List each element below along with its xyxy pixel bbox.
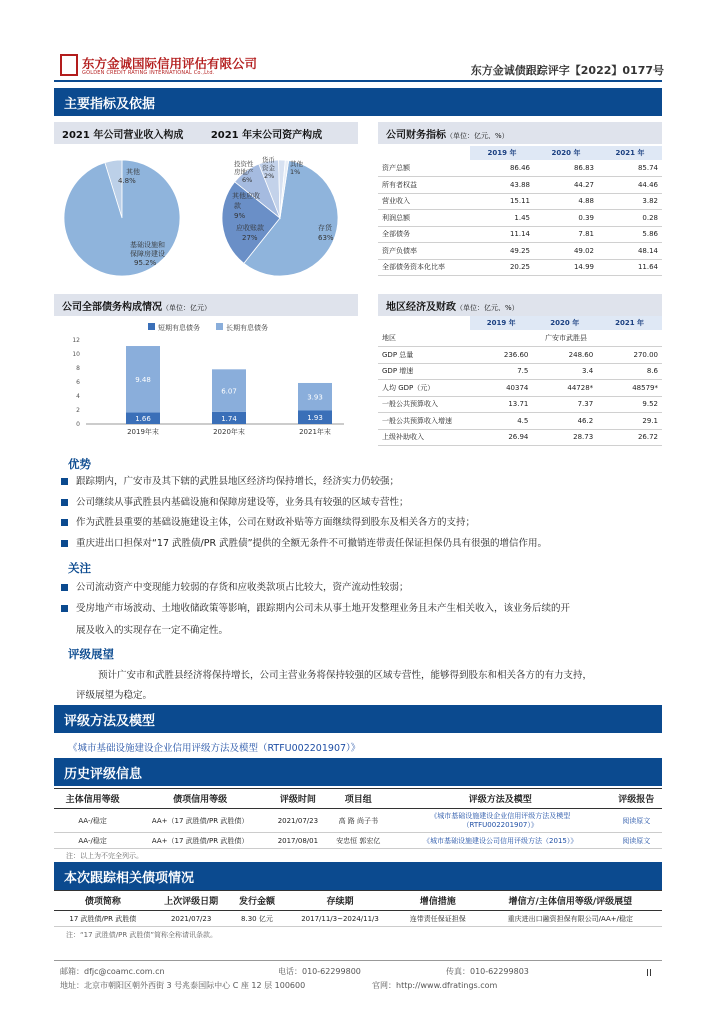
company-logo-icon [60, 54, 78, 76]
table-cell: 40374 [470, 380, 532, 397]
table-row [378, 243, 662, 260]
history-note: 注：以上为不完全列示。 [66, 852, 143, 860]
region-table: 2019 年 2020 年 2021 年 地区 广安市武胜县 GDP 总量 236.60 248.60 270.00 GDP 增速 7.5 3.4 8.6 人均 GDP（元） 40374 44728* 48579* 一般公共预算收入 13.71 7.37 9.52 一般公共预算收入增速 4.5 46.2 29.1 上级补助收入 26.94 28.73 26.72 [378, 316, 662, 446]
legend-long: 长期有息债务 [226, 324, 268, 332]
table-cell: GDP 总量 [378, 347, 470, 364]
concern-item-cont: 展及收入的实现存在一定不确定性。 [76, 625, 229, 636]
table-cell: 一般公共预算收入 [378, 396, 470, 413]
page-number: II [646, 968, 652, 979]
y-tick-label: 10 [72, 351, 80, 358]
read-original-link[interactable]: 阅读原文 [610, 833, 662, 849]
table-cell: 15.11 [470, 193, 534, 210]
table-row [378, 380, 662, 397]
table-cell: 13.71 [470, 396, 532, 413]
pie1-other-label: 其他 [126, 168, 140, 176]
pie1-other-pct: 4.8% [118, 177, 136, 185]
table-cell: 20.25 [470, 259, 534, 276]
table-cell: 所有者权益 [378, 177, 470, 194]
revenue-pie-chart [60, 148, 200, 288]
table-cell: 270.00 [597, 347, 662, 364]
table-cell: 1.45 [470, 210, 534, 227]
table-cell: 11.14 [470, 226, 534, 243]
y-tick-label: 8 [76, 365, 80, 372]
concerns-heading: 关注 [68, 561, 91, 575]
x-category-label: 2019年末 [127, 428, 159, 436]
advantage-item: 公司继续从事武胜县内基础设施和保障房建设等，业务具有较强的区域专营性； [76, 497, 409, 508]
table-cell: 44.27 [534, 177, 598, 194]
footer-address: 地址：北京市朝阳区朝外西街 3 号兆泰国际中心 C 座 12 层 100600 [60, 981, 306, 990]
table-cell: 4.5 [470, 413, 532, 430]
table-cell: 4.88 [534, 193, 598, 210]
pie1-main-label-1: 基础设施和 [130, 241, 165, 249]
table-cell: 7.81 [534, 226, 598, 243]
fin-unit: （单位：亿元、%） [446, 132, 509, 140]
table-row [378, 193, 662, 210]
bar-value-label: 9.48 [135, 376, 151, 385]
pie2-label-stock: 存货 63% [318, 224, 334, 242]
advantages-heading: 优势 [68, 457, 91, 471]
pie1-title: 2021 年公司营业收入构成 [62, 130, 184, 141]
x-category-label: 2020年末 [213, 428, 245, 436]
table-cell: 7.5 [470, 363, 532, 380]
table-row [378, 160, 662, 177]
table-cell: 44.46 [598, 177, 662, 194]
table-cell: 人均 GDP（元） [378, 380, 470, 397]
tracking-row: 17 武胜债/PR 武胜债 2021/07/23 8.30 亿元 2017/11/3~2024/11/3 连带责任保证担保 重庆进出口融资担保有限公司/AA+/稳定 [54, 911, 662, 927]
footer-email: 邮箱：dfjc@coamc.com.cn [60, 967, 165, 976]
y-tick-label: 6 [76, 379, 80, 386]
table-cell: 86.83 [534, 160, 598, 177]
pie-titles-bar [54, 122, 358, 144]
table-row [378, 259, 662, 276]
y-tick-label: 0 [76, 421, 80, 428]
table-row [378, 347, 662, 364]
y-tick-label: 12 [72, 337, 80, 344]
tracking-note: 注：“17 武胜债/PR 武胜债”简称全称请讯条款。 [66, 931, 218, 939]
table-cell: 49.02 [534, 243, 598, 260]
method-link-cell[interactable]: 《城市基础设施建设企业信用评级方法及模型 （RTFU002201907）》 [390, 809, 611, 833]
table-cell: 7.37 [532, 396, 597, 413]
table-cell: 26.72 [597, 429, 662, 446]
table-cell: 8.6 [597, 363, 662, 380]
method-link[interactable]: 《城市基础设施建设企业信用评级方法及模型（RTFU002201907）》 [68, 743, 361, 754]
table-cell: 全部债务资本化比率 [378, 259, 470, 276]
history-row: AA-/稳定 AA+（17 武胜债/PR 武胜债） 2021/07/23 高 路 尚子书 《城市基础设施建设企业信用评级方法及模型 （RTFU002201907）》 阅读原文 [54, 809, 662, 833]
table-cell: 29.1 [597, 413, 662, 430]
table-cell: 9.52 [597, 396, 662, 413]
table-row [378, 210, 662, 227]
advantage-item: 作为武胜县重要的基础设施建设主体，公司在财政补贴等方面继续得到股东及相关各方的支持； [76, 517, 476, 528]
advantage-item: 跟踪期内，广安市及其下辖的武胜县地区经济均保持增长，经济实力仍较强； [76, 476, 400, 487]
region-unit: （单位：亿元、%） [456, 304, 519, 312]
table-cell: 248.60 [532, 347, 597, 364]
section-main-indicators: 主要指标及依据 [54, 88, 662, 116]
table-cell: 利润总额 [378, 210, 470, 227]
fin-title-bar: 公司财务指标（单位：亿元、%） [378, 122, 662, 144]
legend-short: 短期有息债务 [158, 324, 200, 332]
concern-item: 受房地产市场波动、土地收储政策等影响，跟踪期内公司未从事土地开发整理业务且未产生相关收入，该业务后续的开 [76, 603, 571, 614]
table-cell: 85.74 [598, 160, 662, 177]
debt-unit: （单位：亿元） [162, 304, 211, 312]
bar-value-label: 1.74 [221, 414, 237, 423]
table-cell: 营业收入 [378, 193, 470, 210]
table-cell: 一般公共预算收入增速 [378, 413, 470, 430]
debt-bar-chart [64, 318, 356, 440]
bar-value-label: 1.93 [307, 414, 323, 423]
pie1-main-label-2: 保障房建设 [130, 250, 165, 258]
pie2-title: 2021 年末公司资产构成 [210, 130, 323, 141]
table-cell: 3.4 [532, 363, 597, 380]
pie2-label-other: 其他 1% [290, 160, 303, 176]
y-tick-label: 4 [76, 393, 80, 400]
outlook-text-1: 预计广安市和武胜县经济将保持增长，公司主营业务将保持较强的区域专营性，能够得到股东和相关各方的有力支持， [98, 670, 593, 681]
table-row [378, 226, 662, 243]
bar-value-label: 6.07 [221, 387, 237, 396]
doc-number: 东方金诚债跟踪评字【2022】0177号 [470, 64, 664, 77]
table-cell: 5.86 [598, 226, 662, 243]
outlook-heading: 评级展望 [68, 647, 114, 661]
pie1-main-pct: 95.2% [134, 259, 157, 267]
table-row [378, 396, 662, 413]
table-cell: 0.39 [534, 210, 598, 227]
footer-tel: 电话：010-62299800 [278, 967, 361, 976]
tracking-table: 债项简称 上次评级日期 发行金额 存续期 增信措施 增信方/主体信用等级/评级展望 17 武胜债/PR 武胜债 2021/07/23 8.30 亿元 2017/11/3~2024/11/3 连带责任保证担保 重庆进出口融资担保有限公司/AA+/稳定 [54, 890, 662, 927]
asset-pie-chart [220, 148, 360, 288]
bar-value-label: 3.93 [307, 393, 323, 402]
table-cell: 28.73 [532, 429, 597, 446]
table-cell: 14.99 [534, 259, 598, 276]
bar-value-label: 1.66 [135, 415, 151, 424]
table-row [378, 429, 662, 446]
table-cell: 43.88 [470, 177, 534, 194]
table-cell: 48.14 [598, 243, 662, 260]
concern-item: 公司流动资产中变现能力较弱的存货和应收类款项占比较大，资产流动性较弱； [76, 582, 409, 593]
pie2-label-inv: 投资性房地产 6% [234, 160, 254, 184]
header-rule [54, 80, 662, 82]
table-cell: 86.46 [470, 160, 534, 177]
history-row: AA-/稳定 AA+（17 武胜债/PR 武胜债） 2017/08/01 安忠恒 郭宏亿 《城市基础设施建设公司信用评级方法（2015）》 阅读原文 [54, 833, 662, 849]
table-cell: 11.64 [598, 259, 662, 276]
footer-website[interactable]: 官网：http://www.dfratings.com [372, 981, 498, 990]
table-row [378, 363, 662, 380]
table-cell: 资产负债率 [378, 243, 470, 260]
financial-table: 2019 年 2020 年 2021 年 资产总额 86.46 86.83 85.74 所有者权益 43.88 44.27 44.46 营业收入 15.11 4.88 3.82 利润总额 1.45 0.39 0.28 全部债务 11.14 7.81 5.86 资产负债率 49.25 49.02 48.14 全部债务资本化比率 20.25 14.99 11.64 [378, 146, 662, 276]
table-cell: 3.82 [598, 193, 662, 210]
method-link-cell[interactable]: 《城市基础设施建设公司信用评级方法（2015）》 [390, 833, 611, 849]
table-cell: GDP 增速 [378, 363, 470, 380]
table-cell: 49.25 [470, 243, 534, 260]
table-row [378, 177, 662, 194]
pie2-label-ar: 应收账款 27% [236, 224, 264, 242]
section-method: 评级方法及模型 [54, 705, 662, 733]
footer-fax: 传真：010-62299803 [446, 967, 529, 976]
table-cell: 46.2 [532, 413, 597, 430]
read-original-link[interactable]: 阅读原文 [610, 809, 662, 833]
outlook-text-2: 评级展望为稳定。 [76, 690, 153, 701]
history-table: 主体信用等级 债项信用等级 评级时间 项目组 评级方法及模型 评级报告 AA-/稳定 AA+（17 武胜债/PR 武胜债） 2021/07/23 高 路 尚子书 《城市基础设施建设企业信用评级方法及模型 （RTFU002201907）》 阅读原文 AA-/稳定 AA+（17 武胜债/PR 武胜债） 2017/08/01 安忠恒 郭宏亿 《城市基础设施建设公司信用评级方法（2015）》 阅读原文 [54, 788, 662, 849]
section-tracking: 本次跟踪相关债项情况 [54, 862, 662, 890]
table-cell: 236.60 [470, 347, 532, 364]
debt-title-bar: 公司全部债务构成情况（单位：亿元） [54, 294, 358, 316]
table-cell: 48579* [597, 380, 662, 397]
pie2-label-cash: 货币资金 2% [262, 156, 275, 180]
table-cell: 0.28 [598, 210, 662, 227]
pie2-label-oar: 其他应收款 9% [232, 192, 260, 220]
region-title-bar: 地区经济及财政（单位：亿元、%） [378, 294, 662, 316]
advantage-item: 重庆进出口担保对“17 武胜债/PR 武胜债”提供的全额无条件不可撤销连带责任保证担保仍具有很强的增信作用。 [76, 538, 548, 549]
section-history: 历史评级信息 [54, 758, 662, 786]
x-category-label: 2021年末 [299, 428, 331, 436]
company-name: 东方金诚国际信用评估有限公司 [82, 56, 258, 71]
table-cell: 上级补助收入 [378, 429, 470, 446]
table-cell: 26.94 [470, 429, 532, 446]
table-row [378, 413, 662, 430]
table-cell: 全部债务 [378, 226, 470, 243]
company-name-en: GOLDEN CREDIT RATING INTERNATIONAL Co.,Ltd. [82, 70, 215, 76]
footer-rule [54, 960, 662, 961]
table-cell: 44728* [532, 380, 597, 397]
y-tick-label: 2 [76, 407, 80, 414]
table-cell: 资产总额 [378, 160, 470, 177]
